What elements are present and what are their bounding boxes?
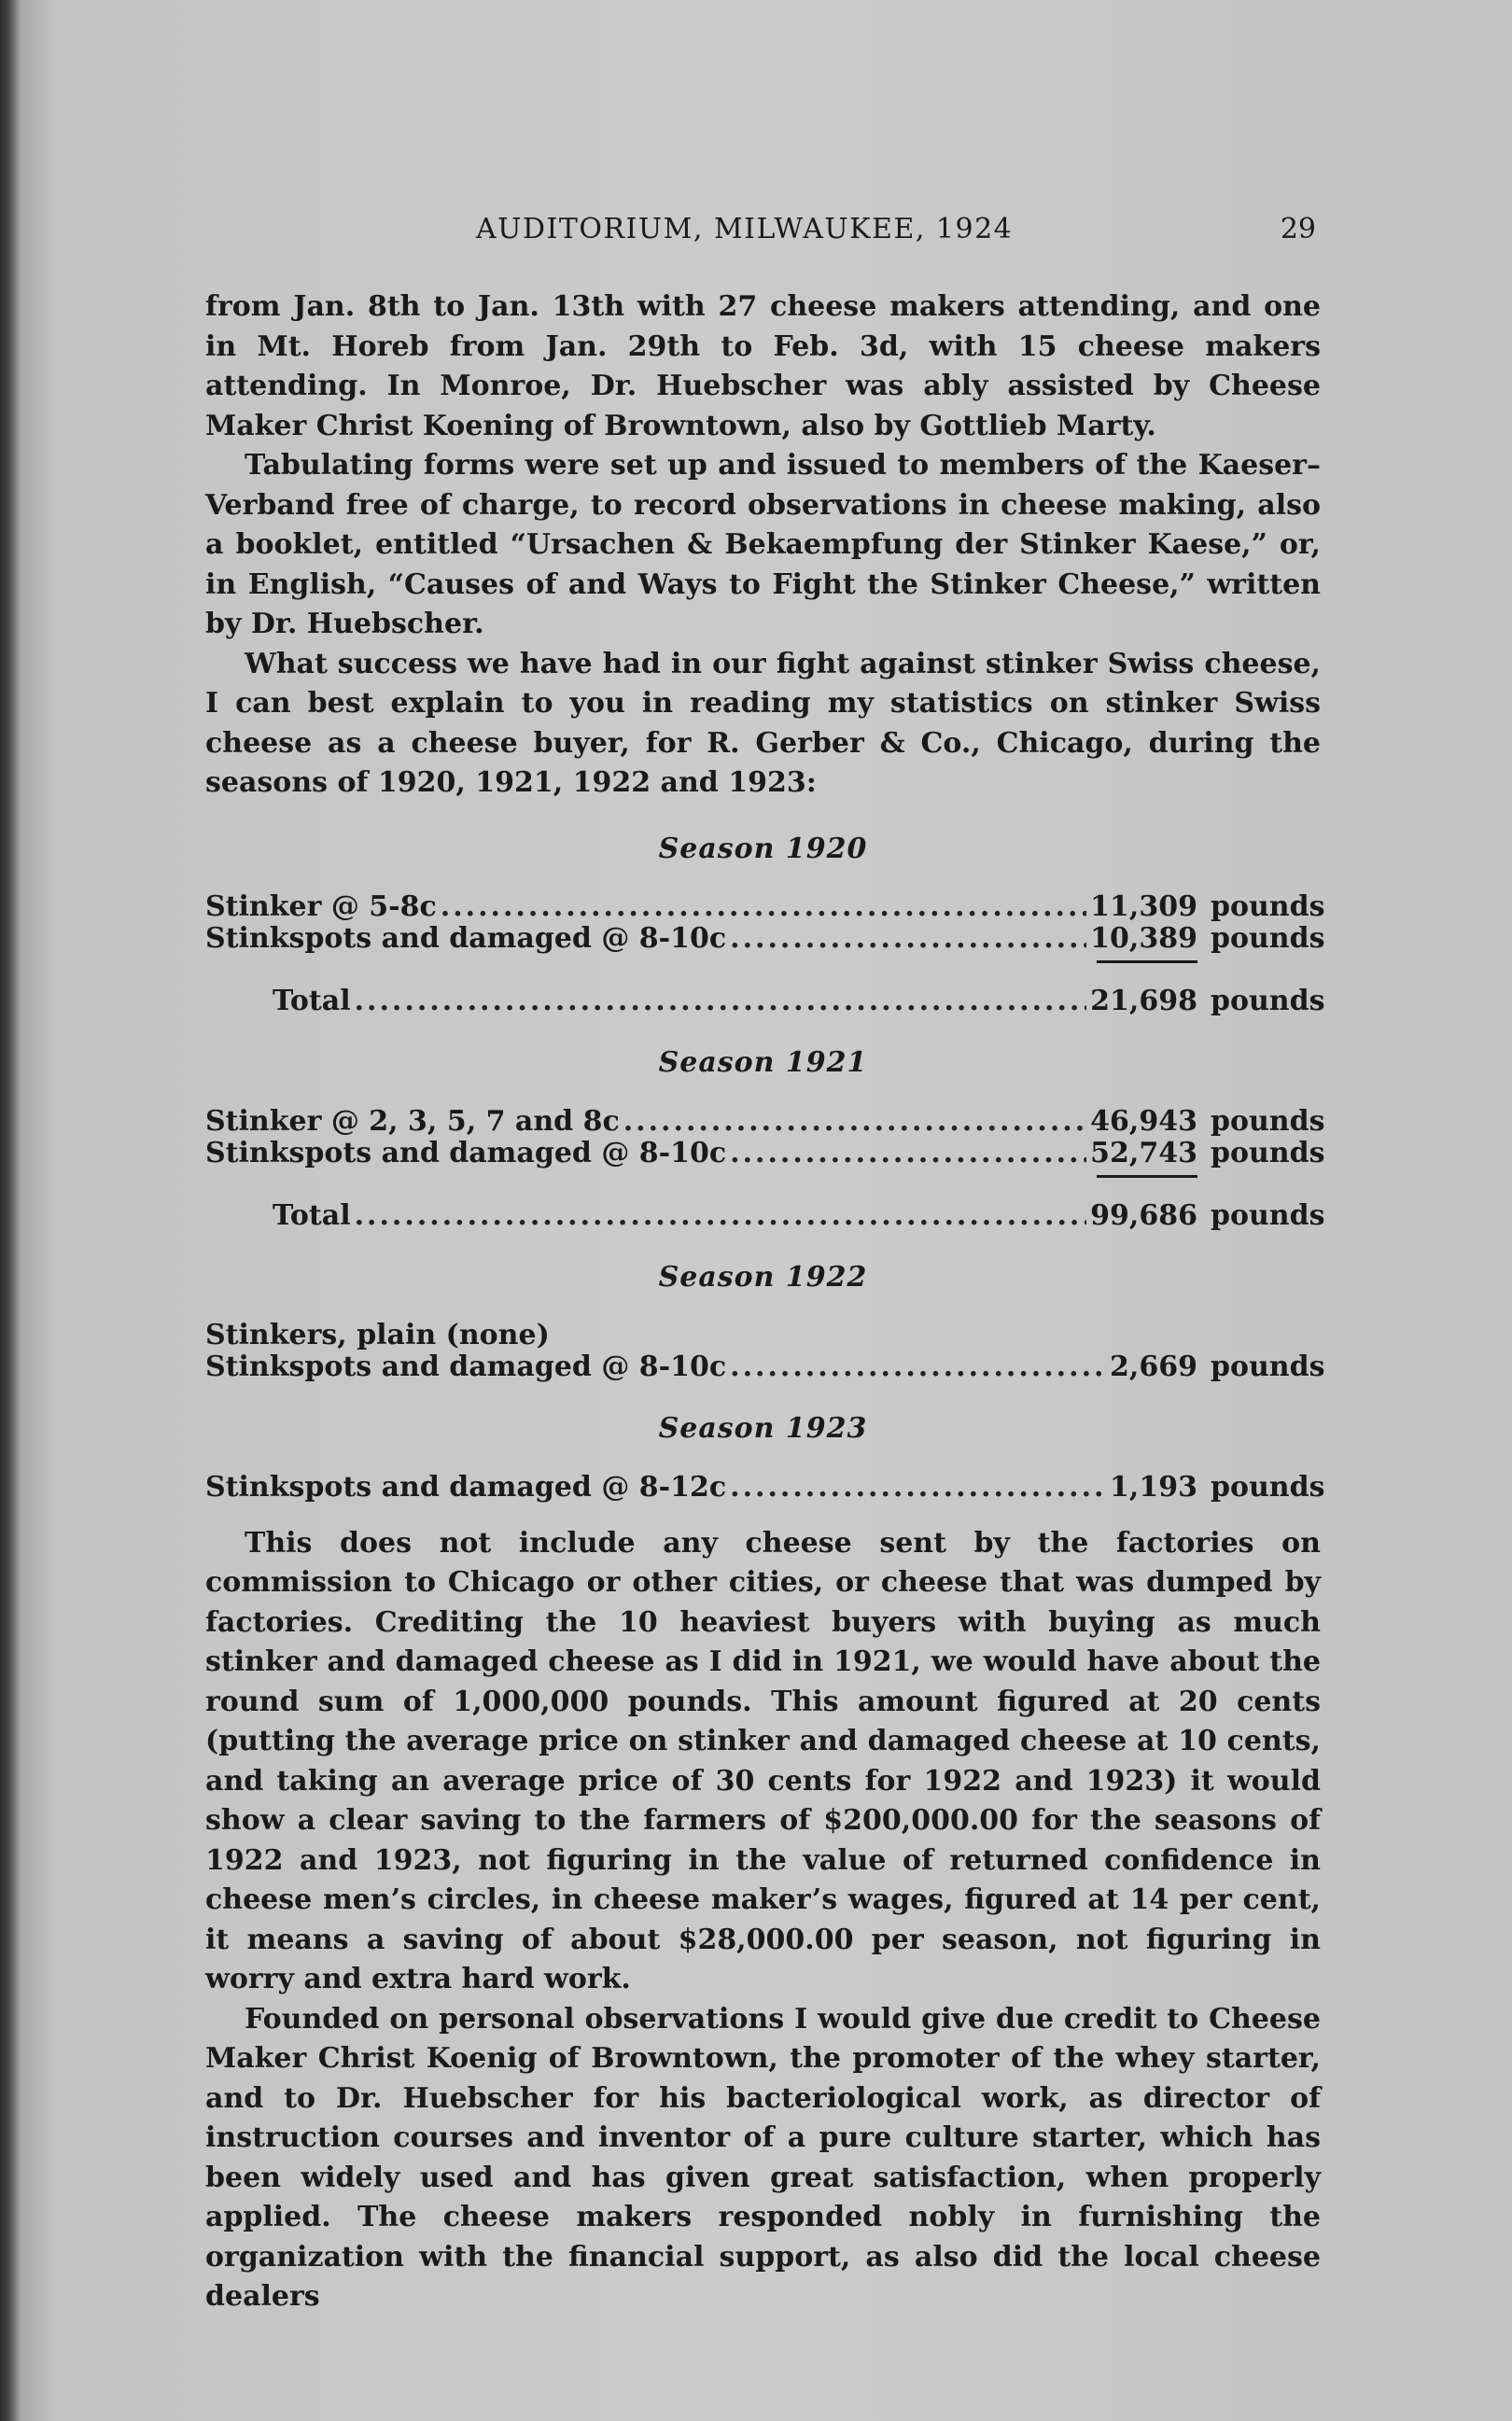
row-unit: pounds: [1211, 1136, 1325, 1169]
row-amount: 11,309: [1090, 890, 1197, 923]
running-head: AUDITORIUM, MILWAUKEE, 1924: [476, 213, 1014, 245]
dot-leader: [730, 1472, 1106, 1504]
table-row: [205, 1350, 1325, 1383]
paragraph-credits: Founded on personal observations I would give due credit to Cheese Maker Christ Koenig of Browntown, the promoter of the whey starter, and to Dr. Huebscher for his bacteriological work, as director of instruction courses and inventor of a pure culture starter, which has been widely used and has given great satisfaction, when properly applied. The cheese makers responded nobly in furnishing the organization with the financial support, as also did the local cheese dealers: [205, 2002, 1321, 2313]
paragraph-commission-note: This does not include any cheese sent by the factories on commission to Chicago or other cities, or cheese that was dumped by factories. Crediting the 10 heaviest buyers with buying as much stinker and damaged cheese as I did in 1921, we would have about the round sum of 1,000,000 pounds. This amount figured at 20 cents (putting the average price on stinker and damaged cheese at 10 cents, and taking an average price of 30 cents for 1922 and 1923) it would show a clear saving to the farmers of $200,000.00 for the seasons of 1922 and 1923, not figuring in the value of returned confidence in cheese men’s circles, in cheese maker’s wages, figured at 14 per cent, it means a saving of about $28,000.00 per season, not figuring in worry and extra hard work.: [205, 1526, 1321, 1995]
paragraph-continuation: from Jan. 8th to Jan. 13th with 27 cheese makers attending, and one in Mt. Horeb from Jan. 29th to Feb. 3d, with 15 cheese makers attending. In Monroe, Dr. Huebscher was ably assisted by Cheese Maker Christ Koening of Browntown, also by Gottlieb Marty.: [205, 290, 1321, 442]
season-1923-heading: Season 1923: [658, 1412, 868, 1445]
row-label: Stinkspots and damaged @ 8-12c: [205, 1470, 727, 1504]
row-label: Stinkspots and damaged @ 8-10c: [205, 1350, 727, 1383]
row-unit: pounds: [1211, 1470, 1325, 1504]
dot-leader: [730, 923, 1086, 955]
total-row: [273, 1198, 1325, 1232]
table-row: [205, 890, 1325, 923]
sum-rule: [1097, 1175, 1197, 1178]
row-amount: 52,743: [1090, 1136, 1197, 1169]
table-row: [205, 1470, 1325, 1504]
row-label: Stinker @ 5-8c: [205, 890, 437, 923]
season-1922-heading: Season 1922: [658, 1260, 868, 1294]
page-number: 29: [1280, 213, 1316, 245]
dot-leader: [441, 891, 1086, 923]
table-row: [205, 1136, 1325, 1169]
page-header: [205, 213, 1316, 250]
row-label: Stinker @ 2, 3, 5, 7 and 8c: [205, 1104, 620, 1138]
row-unit: pounds: [1211, 1350, 1325, 1383]
paragraph-statistics-intro: What success we have had in our fight against stinker Swiss cheese, I can best explain to you in reading my statistics on stinker Swiss cheese as a cheese buyer, for R. Gerber & Co., Chicago, during the seasons of 1920, 1921, 1922 and 1923:: [205, 647, 1321, 799]
plain-line: Stinkers, plain (none): [205, 1319, 550, 1351]
row-label: Stinkspots and damaged @ 8-10c: [205, 1136, 727, 1169]
row-amount: 1,193: [1110, 1470, 1197, 1504]
dot-leader: [355, 1200, 1087, 1232]
season-1921-heading: Season 1921: [658, 1046, 868, 1079]
dot-leader: [730, 1351, 1106, 1383]
row-amount: 10,389: [1090, 922, 1197, 955]
table-row: [205, 1104, 1325, 1138]
row-amount: 46,943: [1090, 1104, 1197, 1138]
total-unit: pounds: [1211, 1198, 1325, 1232]
row-unit: pounds: [1211, 1104, 1325, 1138]
row-label: Stinkspots and damaged @ 8-10c: [205, 922, 727, 955]
row-amount: 2,669: [1110, 1350, 1197, 1383]
dot-leader: [355, 986, 1087, 1017]
sum-rule: [1097, 960, 1197, 963]
dot-leader: [730, 1138, 1086, 1169]
total-label: Total: [273, 1198, 351, 1232]
paragraph-tabulating-forms: Tabulating forms were set up and issued to members of the Kaeser–Verband free of charge, to record observations in cheese making, also a booklet, entitled “Ursachen & Bekaempfung der Stinker Kaese,” or, in English, “Causes of and Ways to Fight the Stinker Cheese,” written by Dr. Huebscher.: [205, 449, 1321, 640]
dot-leader: [623, 1106, 1086, 1138]
season-1920-heading: Season 1920: [658, 832, 868, 865]
total-label: Total: [273, 985, 351, 1017]
total-amount: 99,686: [1090, 1198, 1197, 1232]
row-unit: pounds: [1211, 922, 1325, 955]
row-unit: pounds: [1211, 890, 1325, 923]
total-unit: pounds: [1211, 985, 1325, 1017]
total-amount: 21,698: [1090, 985, 1197, 1017]
total-row: [273, 985, 1325, 1017]
table-row: [205, 922, 1325, 955]
page-body: [205, 287, 1325, 2317]
